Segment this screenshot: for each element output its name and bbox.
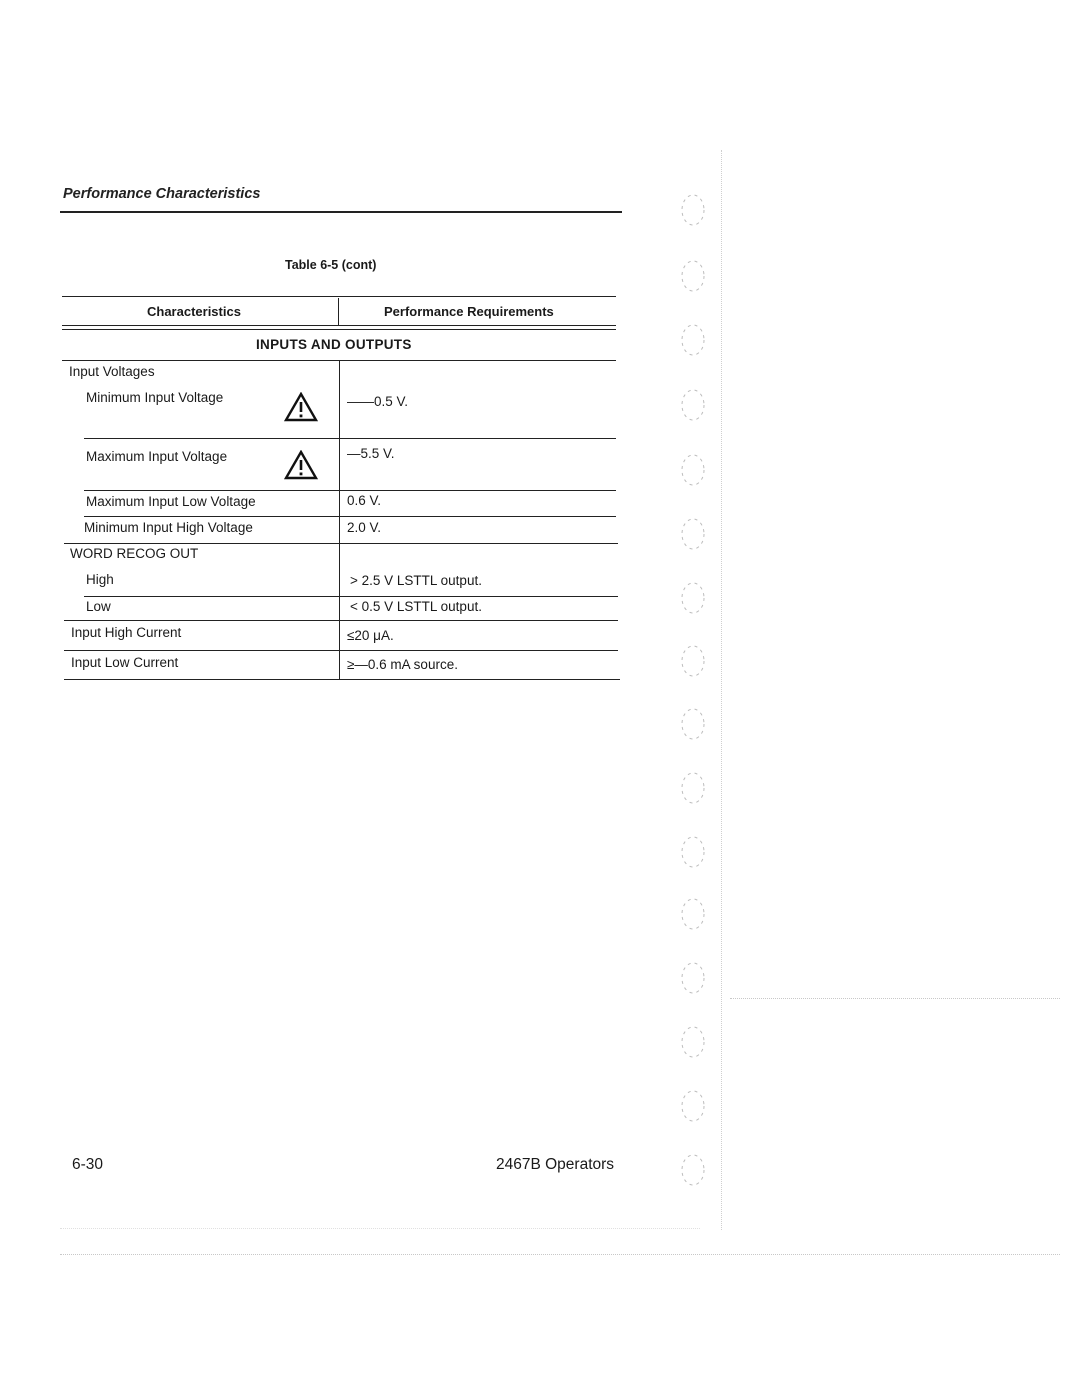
binder-hole-icon (680, 452, 706, 488)
scan-artifact-line (60, 1228, 700, 1230)
row-label-input-voltages: Input Voltages (69, 364, 155, 379)
row-rule (64, 650, 618, 651)
section-title: Performance Characteristics (63, 186, 261, 202)
row-label-input-low-current: Input Low Current (71, 655, 179, 670)
column-divider (339, 360, 340, 680)
warning-triangle-icon (284, 450, 318, 480)
row-value-max-input-voltage: —5.5 V. (347, 446, 395, 461)
table-bottom-rule (64, 679, 620, 680)
binder-hole-icon (680, 1088, 706, 1124)
table-caption: Table 6-5 (cont) (285, 258, 377, 272)
row-rule (64, 543, 618, 544)
header-rule-a (62, 325, 616, 326)
binder-hole-icon (680, 192, 706, 228)
row-label-max-input-low-voltage: Maximum Input Low Voltage (86, 494, 256, 509)
row-label-high: High (86, 572, 114, 587)
binder-hole-icon (680, 706, 706, 742)
col-header-characteristics: Characteristics (147, 304, 241, 319)
row-rule (64, 620, 618, 621)
title-rule (60, 211, 622, 213)
row-value-input-low-current: ≥—0.6 mA source. (347, 657, 458, 672)
header-rule-b (62, 329, 616, 330)
binder-hole-icon (680, 896, 706, 932)
row-label-min-input-voltage: Minimum Input Voltage (86, 390, 224, 405)
row-label-max-input-voltage: Maximum Input Voltage (86, 449, 228, 464)
scan-artifact-line (730, 998, 1060, 1000)
row-label-word-recog-out: WORD RECOG OUT (70, 546, 199, 561)
row-rule (84, 596, 618, 597)
row-value-input-high-current: ≤20 μA. (347, 628, 394, 643)
row-rule (84, 516, 616, 517)
binder-hole-icon (680, 258, 706, 294)
binder-hole-icon (680, 580, 706, 616)
binder-hole-icon (680, 1152, 706, 1188)
header-divider (338, 298, 339, 325)
binder-hole-icon (680, 1024, 706, 1060)
scan-artifact-line (60, 1254, 1060, 1256)
table-top-rule (62, 296, 616, 297)
binder-hole-icon (680, 643, 706, 679)
page-number: 6-30 (72, 1156, 104, 1173)
binder-hole-icon (680, 516, 706, 552)
row-label-min-input-high-voltage: Minimum Input High Voltage (84, 520, 253, 535)
row-rule (84, 490, 616, 491)
section-heading: INPUTS AND OUTPUTS (256, 337, 412, 352)
warning-triangle-icon (284, 392, 318, 422)
row-value-low: < 0.5 V LSTTL output. (350, 599, 482, 614)
row-value-high: > 2.5 V LSTTL output. (350, 573, 482, 588)
manual-title: 2467B Operators (496, 1156, 615, 1173)
row-value-min-input-voltage: ——0.5 V. (347, 394, 409, 409)
binder-hole-icon (680, 322, 706, 358)
binder-edge-line (721, 150, 723, 1230)
row-label-input-high-current: Input High Current (71, 625, 182, 640)
binder-hole-icon (680, 387, 706, 423)
col-header-performance: Performance Requirements (384, 304, 554, 319)
row-value-min-input-high-voltage: 2.0 V. (347, 520, 382, 535)
row-rule (84, 438, 616, 439)
binder-hole-icon (680, 960, 706, 996)
row-label-low: Low (86, 599, 111, 614)
binder-hole-icon (680, 770, 706, 806)
row-value-max-input-low-voltage: 0.6 V. (347, 493, 382, 508)
binder-hole-icon (680, 834, 706, 870)
